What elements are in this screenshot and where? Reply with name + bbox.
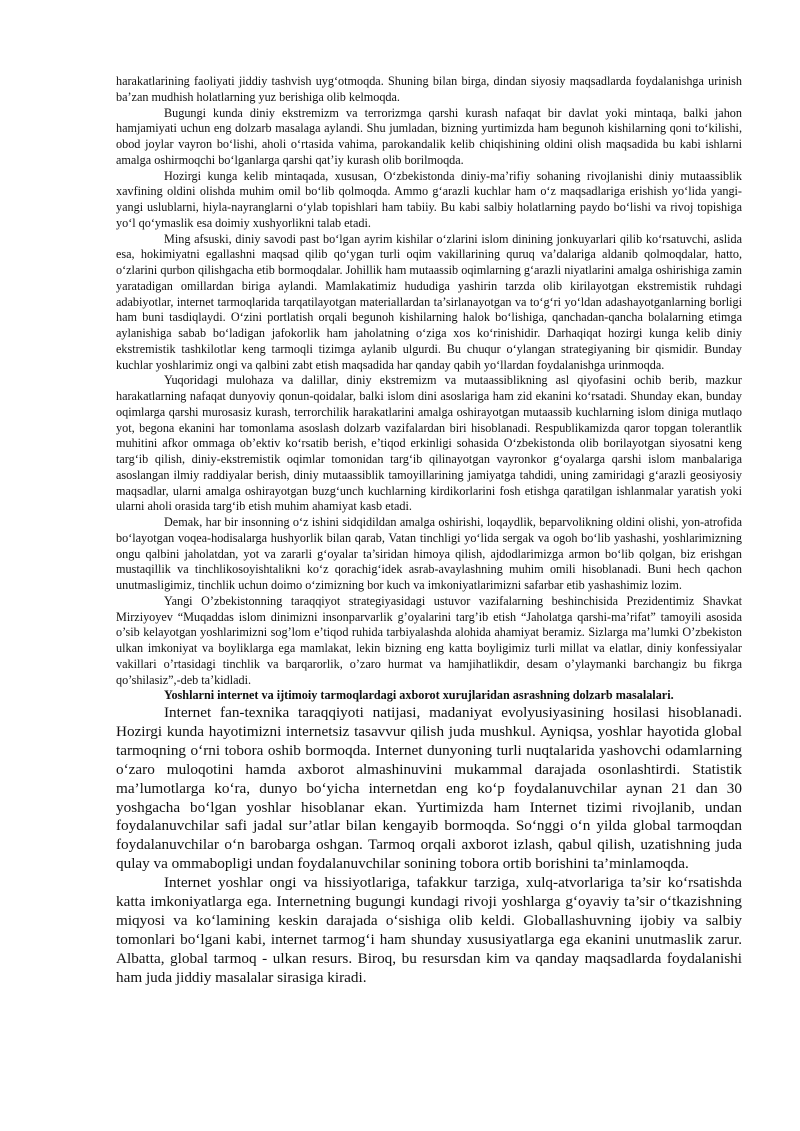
- paragraph-vigilance: Demak, har bir insonning o‘z ishini sidqidildan amalga oshirishi, loqaydlik, beparvolikning oldini olishi, yon-atrofida bo‘layotgan voqea-hodisalarga hushyorlik bilan qarab, Vatan tinchligi yo‘lida sergak va ogoh bo‘lib yashashi, yoshlarimizning ongu qalbini jaholatdan, yot va zararli g‘oyalar ta’siridan himoya qilish, ajdodlarimizga armon bo‘lib qolgan, biz erishgan mustaqillik va tinchlikosoyishtalikni ko‘z qorachig‘idek asrab-avaylashning muhim omili hisoblanadi. Buni hech qachon unutmasligimiz, tinchlik uchun doimo o‘zimizning bor kuch va imkoniyatlarimizni safarbar etib yashashimiz lozim.: [116, 515, 742, 592]
- body-text-small: [116, 74, 742, 688]
- document-page: [116, 74, 742, 988]
- paragraph-ignorance: Ming afsuski, diniy savodi past bo‘lgan ayrim kishilar o‘zlarini islom dinining jonkuyarlari qilib ko‘rsatuvchi, aslida esa, hokimiyatni egallashni maqsad qilib qo‘ygan turli oqim vakillarining quruq va’dalariga aldanib qolmoqdalar, hatto, o‘zlarini qurbon qilishgacha etib bormoqdalar. Johillik ham mutaassib oqimlarning g‘arazli niyatlarini amalga oshirishiga zamin yaratadigan omillardan biriga aylandi. Mamlakatimiz hududiga yashirin tarzda olib kirilayotgan ekstremistik ruhdagi adabiyotlar, internet tarmoqlarida tarqatilayotgan materiallardan ta’sirlanayotgan va to‘g‘ri yo‘ldan adashayotganlarning borligi ham buni tasdiqlaydi. O‘zini portlatish orqali begunoh kishilarning halok bo‘lishiga, qanchadan-qancha bolalarning etimga aylanishiga sabab bo‘ladigan jafokorlik ham jaholatning o‘ziga xos ko‘rinishidir. Darhaqiqat hozirgi kunga kelib diniy ekstremistik tashkilotlar keng tarmoqli tizimga aylanib ulgurdi. Bu chuqur o‘ylangan strategiyaning bir qismidir. Bunday kuchlar yoshlarimiz ongi va qalbini zabt etish maqsadida har qanday qabih yo‘llardan foydalanishga urinmoqda.: [116, 231, 742, 372]
- paragraph-internet-development: Internet fan-texnika taraqqiyoti natijasi, madaniyat evolyusiyasining hosilasi hisoblanadi. Hozirgi kunda hayotimizni internetsiz tasavvur qilish juda mushkul. Ayniqsa, yoshlar hayotida global tarmoqning o‘rni tobora oshib bormoqda. Internet dunyoning turli nuqtalarida yashovchi odamlarning o‘zaro muloqotini hamda axborot almashinuvini mukammal darajada osonlashtirdi. Statistik ma’lumotlarga ko‘ra, dunyo bo‘yicha internetdan eng ko‘p foydalanuvchilar aynan 21 dan 30 yoshgacha bo‘lgan yoshlar hisoblanar ekan. Yurtimizda ham Internet tizimi rivojlanib, undan foydalanuvchilar safi jadal sur’atlar bilan kengayib bormoqda. So‘nggi o‘n yilda global tarmoqdan foydalanuvchilar o‘n barobarga oshgan. Tarmoq orqali axborot izlash, qabul qilish, uzatishning juda qulay va ommabopligi undan foydalanuvchilar sonining tobora ortib borishini ta’minlamoqda.: [116, 704, 742, 873]
- body-text-large: [116, 704, 742, 988]
- paragraph-religious-education: Hozirgi kunga kelib mintaqada, xususan, O‘zbekistonda diniy-ma’rifiy sohaning rivojlanishi diniy mutaassiblik xavfining oldini olishda muhim omil bo‘lib qolmoqda. Ammo g‘arazli kuchlar ham o‘z maqsadlariga erishish yo‘lida yangi-yangi uslublarni, hiyla-nayranglarni o‘ylab topishlari ham tabiiy. Bu kabi salbiy holatlarning paydo bo‘lishi va rivoj topishiga yo‘l qo‘ymaslik esa doimiy xushyorlikni talab etadi.: [116, 168, 742, 230]
- paragraph-extremism-struggle: Bugungi kunda diniy ekstremizm va terrorizmga qarshi kurash nafaqat bir davlat yoki mintaqa, balki jahon hamjamiyati uchun eng dolzarb masalaga aylandi. Shu jumladan, bizning yurtimizda ham begunoh kishilarning qoni to‘kilishi, obod joylar vayron bo‘lishi, aholi o‘rtasida vahima, parokandalik kelib chiqishining oldini olish maqsadida bu kabi ishlarni amalga oshirmoqchi bo‘lganlarga qarshi qat’iy kurash olib borilmoqda.: [116, 105, 742, 167]
- paragraph-president-quote: Yangi O’zbekistonning taraqqiyot strategiyasidagi ustuvor vazifalarning beshinchisida Prezidentimiz Shavkat Mirziyoyev “Muqaddas islom dinimizni insonparvarlik g’oyalarini targ’ib etish “Jaholatga qarshi-ma’rifat” tamoyili asosida o’sib kelayotgan yoshlarimizni sog’lom e’tiqod ruhida tarbiyalashda alohida ahamiyat beramiz. Sizlarga ma’lumki O’zbekiston ulkan imkoniyat va boyliklarga ega mamlakat, lekin bizning eng katta boyligimiz turli millat va elatlar, diniy konfessiyalar vakillari o’rtasidagi tinchlik va barqarorlik, o’zaro hurmat va hamjihatlikdir, desam o’ylaymanki barchangiz bu fikrga qo’shilasiz”,-deb ta’kidladi.: [116, 593, 742, 687]
- paragraph-internet-influence: Internet yoshlar ongi va hissiyotlariga, tafakkur tarziga, xulq-atvorlariga ta’sir ko‘rsatishda katta imkoniyatlarga ega. Internetning bugungi kundagi rivoji yoshlarga g‘oyaviy ta’sir o‘tkazishning miqyosi va ko‘lamining keskin darajada o‘sishiga olib keldi. Globallashuvning ijobiy va salbiy tomonlari bo‘lgani kabi, internet tarmog‘i ham shunday xususiyatlarga ega ekanini unutmaslik zarur. Albatta, global tarmoq - ulkan resurs. Biroq, bu resursdan kim va qanday maqsadlarda foydalanishi ham juda jiddiy masalalar sirasiga kiradi.: [116, 874, 742, 986]
- paragraph-continuation: harakatlarining faoliyati jiddiy tashvish uyg‘otmoqda. Shuning bilan birga, dindan siyosiy maqsadlarda foydalanishga urinish ba’zan mudhish holatlarning yuz berishiga olib kelmoqda.: [116, 74, 742, 104]
- paragraph-arguments: Yuqoridagi mulohaza va dalillar, diniy ekstremizm va mutaassiblikning asl qiyofasini ochib berib, mazkur harakatlarning nafaqat dunyoviy qonun-qoidalar, balki islom dini asoslariga ham zid ekanini ko‘rsatadi. Shunday ekan, bunday oqimlarga qarshi murosasiz kurash, terrorchilik harakatlarini amalga oshirayotgan mutaassib kuchlarning islom diniga mutlaqo yot, begona ekanini har tomonlama asoslash dolzarb vazifalardan biri hisoblanadi. Respublikamizda qaror topgan tolerantlik muhitini afkor ommaga ob’ektiv ko‘rsatib berish, e’tiqod erkinligi sohasida O‘zbekistonda olib borilayotgan siyosatni keng targ‘ib qilish, diniy-ekstremistik oqimlar tomonidan targ‘ib qilinayotgan vayronkor g‘oyalarga qarshi islom manbalariga asoslangan ilmiy raddiyalar berish, diniy mutaassiblik tamoyillarining jamiyatga tahdidi, uning zamiridagi g‘arazli geosiyosiy maqsadlar, ularni amalga oshirayotgan buzg‘unch kuchlarning kirdikorlarini fosh etishga qaratilgan ishlanmalar yaratish yoki ularni aholi orasida targ‘ib etish muhim ahamiyat kasb etadi.: [116, 373, 742, 514]
- section-heading: Yoshlarni internet va ijtimoiy tarmoqlardagi axborot xurujlaridan asrashning dolzarb masalalari.: [164, 688, 674, 703]
